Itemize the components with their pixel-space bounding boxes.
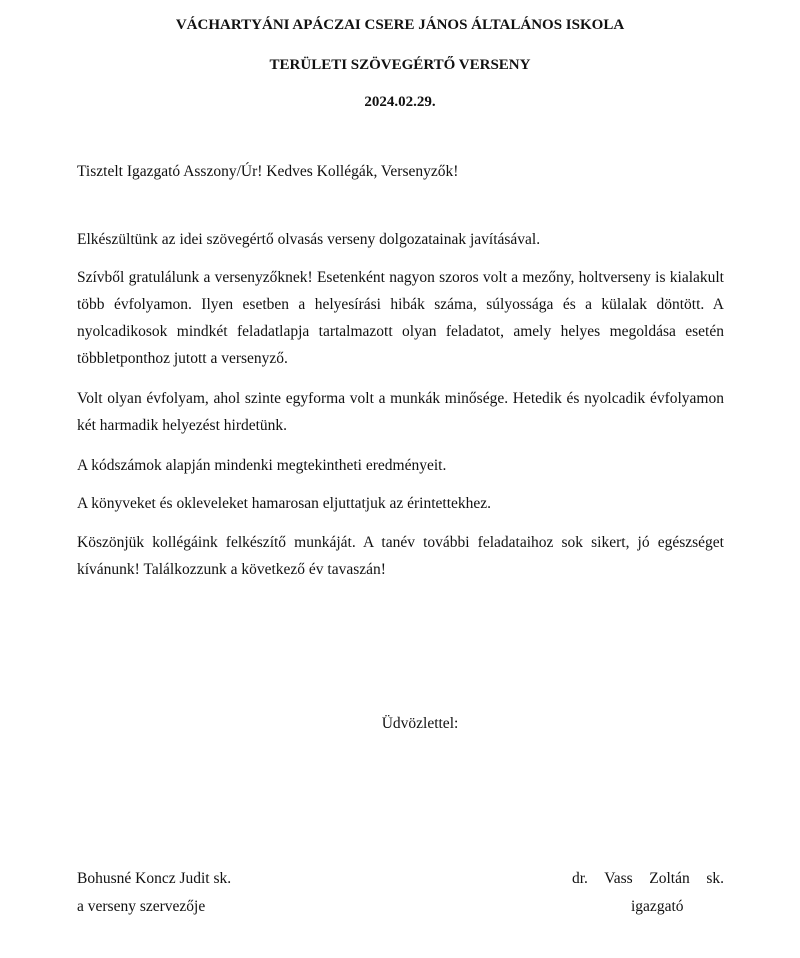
event-title-heading: TERÜLETI SZÖVEGÉRTŐ VERSENY	[269, 57, 531, 73]
school-name-heading: VÁCHARTYÁNI APÁCZAI CSERE JÁNOS ÁLTALÁNOS ISKOLA	[175, 17, 625, 33]
organizer-signature-role: a verseny szervezője	[77, 898, 206, 915]
principal-signature-role: igazgató	[631, 898, 684, 915]
letter-greeting: Tisztelt Igazgató Asszony/Úr! Kedves Kollégák, Versenyzők!	[77, 163, 459, 180]
letter-paragraph: Volt olyan évfolyam, ahol szinte egyforma volt a munkák minősége. Hetedik és nyolcadik évfolyamon két harmadik helyezést hirdetünk.	[77, 390, 724, 434]
letter-paragraph: A kódszámok alapján mindenki megtekintheti eredményeit.	[77, 457, 447, 474]
event-date-heading: 2024.02.29.	[364, 94, 436, 110]
letter-paragraph: A könyveket és okleveleket hamarosan eljuttatjuk az érintettekhez.	[77, 495, 492, 512]
letter-paragraph: Köszönjük kollégáink felkészítő munkáját. A tanév további feladataihoz sok sikert, jó egészséget kívánunk! Találkozzunk a következő év tavaszán!	[77, 534, 724, 578]
letter-paragraph: Elkészültünk az idei szövegértő olvasás verseny dolgozatainak javításával.	[77, 231, 541, 248]
letter-paragraph: Szívből gratulálunk a versenyzőknek! Esetenként nagyon szoros volt a mezőny, holtverseny is kialakult több évfolyamon. Ilyen esetben a helyesírási hibák száma, súlyossága és a külalak döntött. A nyolcadikosok mindkét feladatlapja tartalmazott olyan feladatot, amely helyes megoldása esetén többletponthoz jutott a versenyző.	[77, 269, 724, 367]
letter-closing: Üdvözlettel:	[381, 715, 459, 732]
principal-signature-name: dr. Vass Zoltán sk.	[572, 870, 724, 887]
organizer-signature-name: Bohusné Koncz Judit sk.	[77, 870, 232, 887]
